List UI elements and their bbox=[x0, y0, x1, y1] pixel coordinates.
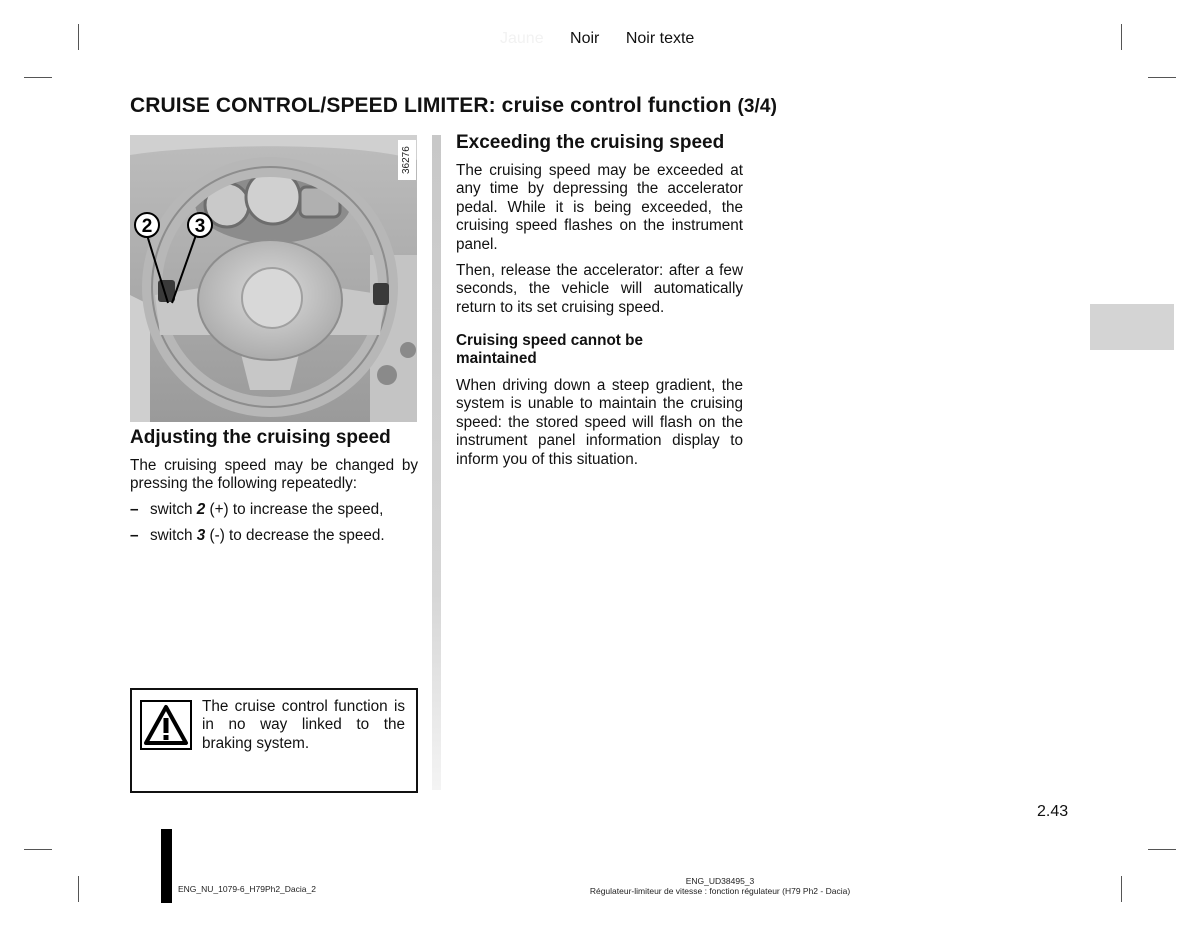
print-bar bbox=[161, 829, 172, 903]
list-text: switch bbox=[150, 527, 197, 544]
dash: – bbox=[130, 527, 139, 544]
paragraph: The cruising speed may be changed by pressing the following repeatedly: bbox=[130, 457, 418, 493]
crop-mark bbox=[1148, 77, 1176, 78]
column-divider bbox=[432, 135, 441, 790]
switch-ref: 2 bbox=[196, 501, 206, 518]
switch-ref: 3 bbox=[196, 527, 206, 544]
section-heading: Exceeding the cruising speed bbox=[456, 132, 725, 153]
crop-mark bbox=[78, 876, 79, 902]
crop-mark bbox=[1148, 849, 1176, 850]
list-text: (-) to decrease the speed. bbox=[205, 527, 385, 544]
page-title bbox=[130, 94, 777, 118]
footer-center bbox=[520, 876, 920, 896]
callout-3: 3 bbox=[194, 216, 206, 237]
dash: – bbox=[130, 501, 139, 518]
list-item bbox=[130, 501, 383, 519]
paragraph: Then, release the accelerator: after a few seconds, the vehicle will automatically return to its set cruising speed. bbox=[456, 262, 743, 316]
color-label: Noir texte bbox=[625, 30, 695, 47]
footer-left: ENG_NU_1079-6_H79Ph2_Dacia_2 bbox=[178, 884, 316, 894]
warning-text: The cruise control function is in no way linked to the braking system. bbox=[202, 698, 405, 752]
figure-code: 36276 bbox=[398, 140, 416, 180]
paragraph: The cruising speed may be exceeded at any time by depressing the accelerator pedal. While it is being exceeded, the cruising speed flashes on the instrument panel. bbox=[456, 162, 743, 253]
title-part: (3/4) bbox=[737, 96, 778, 117]
crop-mark bbox=[1121, 24, 1122, 50]
page-number: 2.43 bbox=[1037, 803, 1069, 820]
chapter-tab bbox=[1090, 304, 1174, 350]
list-item bbox=[130, 527, 385, 545]
crop-mark bbox=[78, 24, 79, 50]
footer-code: ENG_UD38495_3 bbox=[685, 876, 755, 886]
paragraph: When driving down a steep gradient, the system is unable to maintain the cruising speed: the stored speed will flash on the instrument panel information display to inform you of this situation. bbox=[456, 377, 743, 468]
list-text: switch bbox=[150, 501, 197, 518]
crop-mark bbox=[24, 849, 52, 850]
title-main: CRUISE CONTROL/SPEED LIMITER: cruise control function bbox=[130, 94, 732, 117]
color-separation-labels bbox=[500, 30, 716, 48]
steering-wheel-photo bbox=[130, 135, 417, 422]
callout-2: 2 bbox=[141, 216, 153, 237]
color-label: Noir bbox=[570, 30, 600, 47]
section-heading: Adjusting the cruising speed bbox=[130, 427, 391, 448]
color-label: Jaune bbox=[500, 30, 544, 47]
crop-mark bbox=[24, 77, 52, 78]
footer-description: Régulateur-limiteur de vitesse : fonction régulateur (H79 Ph2 - Dacia) bbox=[589, 886, 851, 896]
list-text: (+) to increase the speed, bbox=[205, 501, 384, 518]
crop-mark bbox=[1121, 876, 1122, 902]
subheading: Cruising speed cannot be maintained bbox=[456, 332, 643, 368]
warning-triangle-icon bbox=[140, 700, 192, 750]
